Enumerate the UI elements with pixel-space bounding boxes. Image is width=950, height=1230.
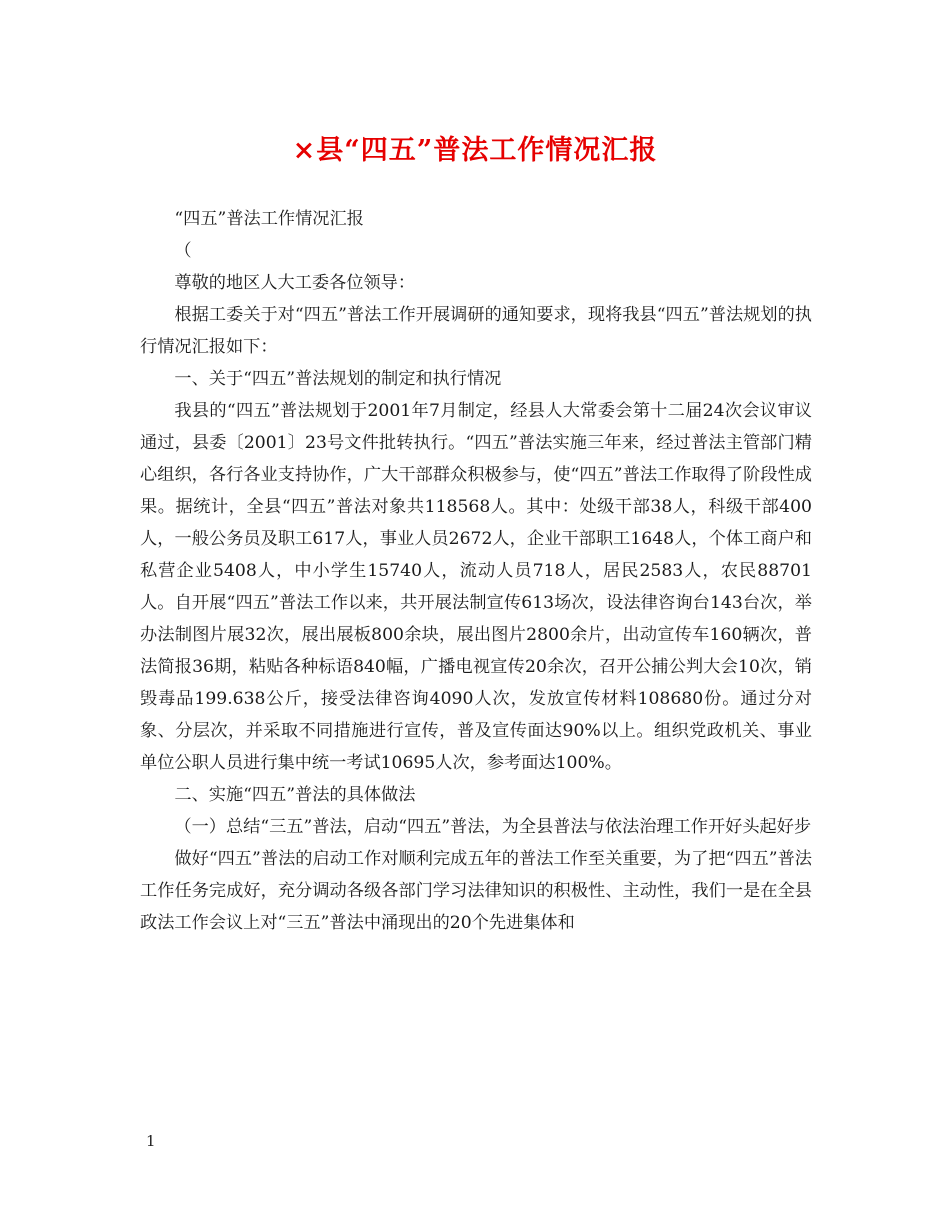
- section-heading-1: 一、关于“四五”普法规划的制定和执行情况: [174, 369, 502, 389]
- salutation-paragraph: 尊敬的地区人大工委各位领导：: [174, 273, 416, 293]
- section-heading-2: 二、实施“四五”普法的具体做法: [174, 785, 416, 805]
- statistics-paragraph: 我县的“四五”普法规划于2001年7月制定，经县人大常委会第十二届24次会议审议通过，县委〔2001〕23号文件批转执行。“四五”普法实施三年来，经过普法主管部门精心组织，各行各业支持协作，广大干部群众积极参与，使“四五”普法工作取得了阶段性成果。据统计，全县“四五”普法对象共118568人。其中：处级干部38人，科级干部400人，一般公务员及职工617人，事业人员2672人，企业干部职工1648人，个体工商户和私营企业5408人，中小学生15740人，流动人员718人，居民2583人，农民88701人。自开展“四五”普法工作以来，共开展法制宣传613场次，设法律咨询台143台次，举办法制图片展32次，展出展板800余块，展出图片2800余片，出动宣传车160辆次，普法简报36期，粘贴各种标语840幅，广播电视宣传20余次，召开公捕公判大会10次，销毁毒品199.638公斤，接受法律咨询4090人次，发放宣传材料108680份。通过分对象、分层次，并采取不同措施进行宣传，普及宣传面达90%以上。组织党政机关、事业单位公职人员进行集中统一考试10695人次，参考面达100%。: [140, 401, 812, 773]
- subsection-heading-1: （一）总结“三五”普法，启动“四五”普法，为全县普法与依法治理工作开好头起好步: [174, 817, 812, 837]
- launch-paragraph: 做好“四五”普法的启动工作对顺利完成五年的普法工作至关重要，为了把“四五”普法工作任务完成好，充分调动各级各部门学习法律知识的积极性、主动性，我们一是在全县政法工作会议上对“三五”普法中涌现出的20个先进集体和: [140, 849, 812, 933]
- document-body: [140, 203, 812, 939]
- bracket-paragraph: （: [174, 241, 192, 261]
- page-number: 1: [146, 1132, 156, 1150]
- subtitle-paragraph: “四五”普法工作情况汇报: [174, 209, 364, 229]
- intro-paragraph: 根据工委关于对“四五”普法工作开展调研的通知要求，现将我县“四五”普法规划的执行情况汇报如下：: [140, 305, 812, 357]
- document-title: ×县“四五”普法工作情况汇报: [292, 135, 658, 166]
